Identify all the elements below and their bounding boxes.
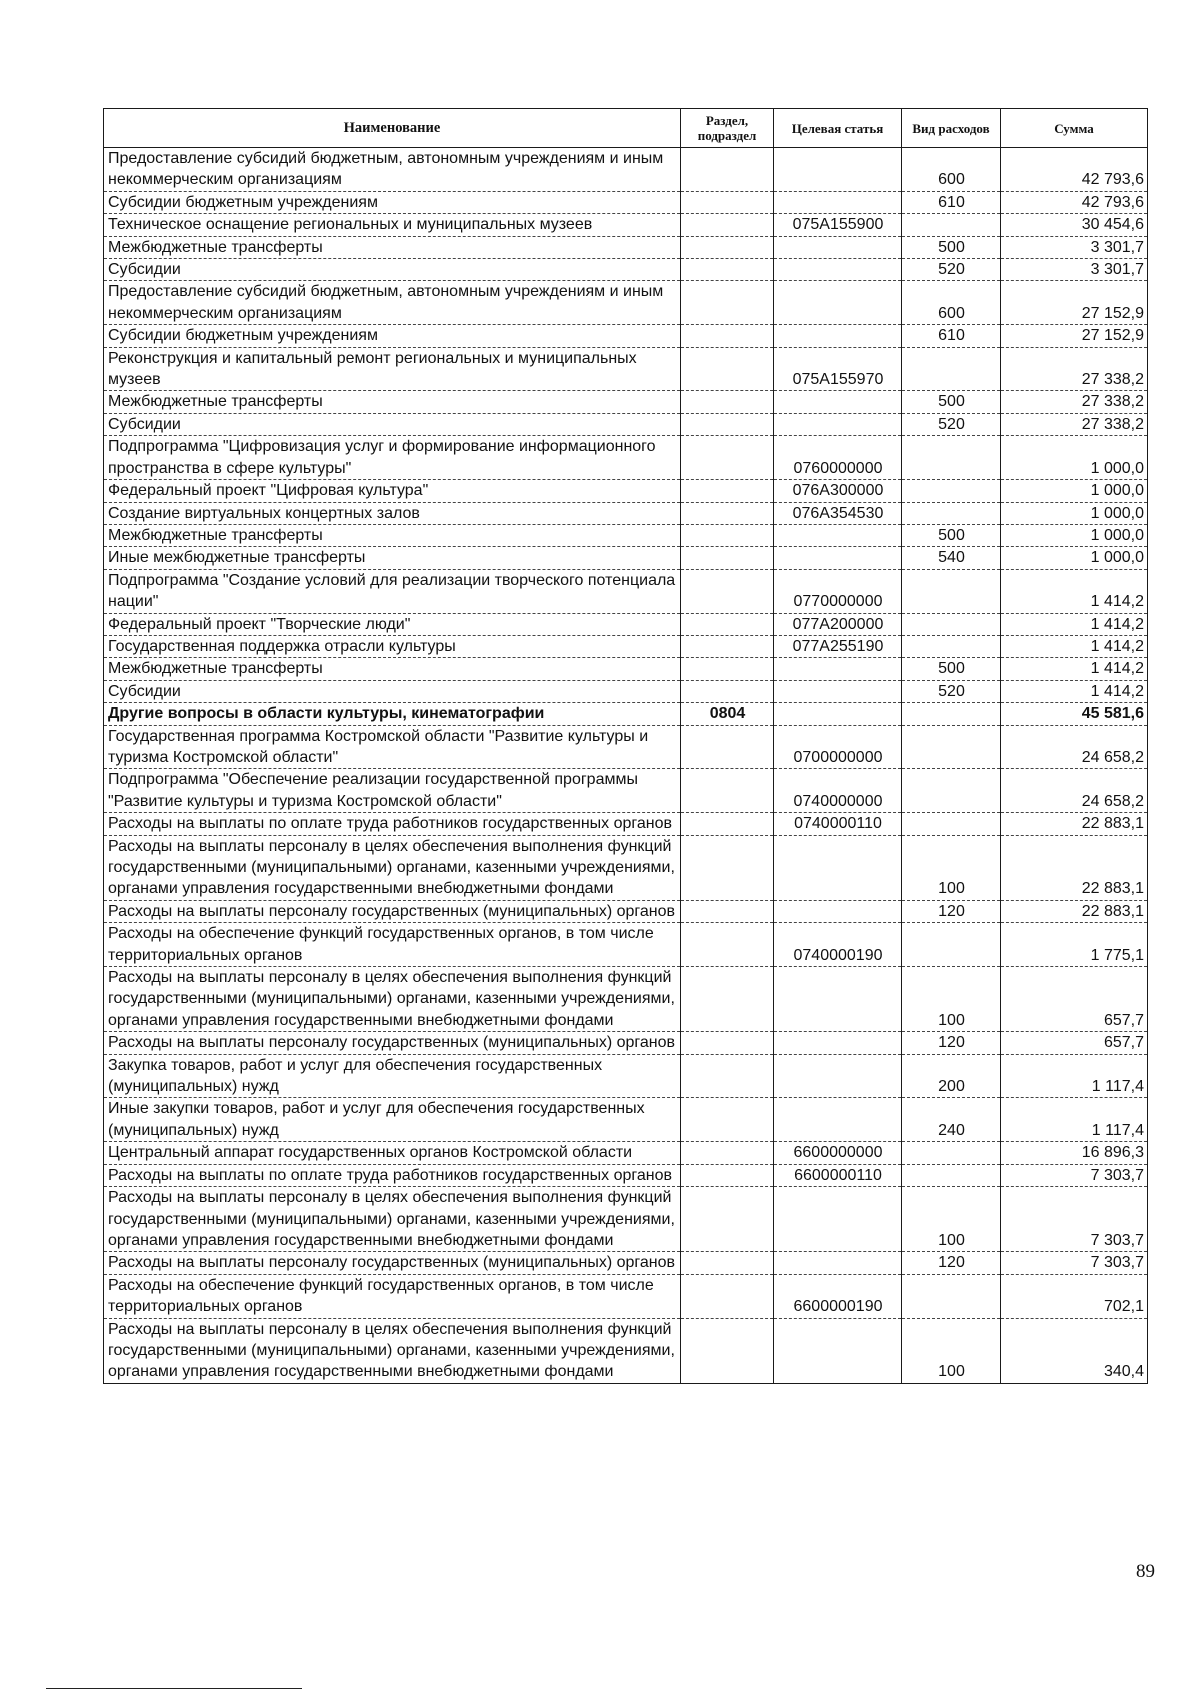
cell-kind: 120 [902, 900, 1001, 922]
cell-name: Закупка товаров, работ и услуг для обеспечения государственных (муниципальных) нужд [104, 1054, 681, 1098]
cell-target [774, 547, 902, 569]
table-row [104, 347, 1148, 391]
table-row [104, 502, 1148, 524]
cell-section [681, 524, 774, 546]
table-row [104, 835, 1148, 900]
cell-section [681, 325, 774, 347]
cell-name: Субсидии [104, 680, 681, 702]
cell-kind [902, 769, 1001, 813]
cell-sum: 1 117,4 [1001, 1054, 1148, 1098]
cell-sum: 22 883,1 [1001, 900, 1148, 922]
cell-section [681, 191, 774, 213]
cell-name: Иные межбюджетные трансферты [104, 547, 681, 569]
cell-sum: 340,4 [1001, 1318, 1148, 1383]
cell-name: Межбюджетные трансферты [104, 391, 681, 413]
table-row [104, 214, 1148, 236]
table-row [104, 813, 1148, 835]
table-row [104, 680, 1148, 702]
cell-kind [902, 347, 1001, 391]
cell-kind [902, 1274, 1001, 1318]
header-kind: Вид расходов [902, 109, 1001, 148]
cell-target: 077A200000 [774, 613, 902, 635]
cell-section [681, 1252, 774, 1274]
cell-name: Реконструкция и капитальный ремонт региональных и муниципальных музеев [104, 347, 681, 391]
cell-section [681, 236, 774, 258]
cell-sum: 1 117,4 [1001, 1098, 1148, 1142]
cell-sum: 1 000,0 [1001, 524, 1148, 546]
cell-kind: 500 [902, 236, 1001, 258]
cell-sum: 45 581,6 [1001, 703, 1148, 725]
cell-name: Субсидии бюджетным учреждениям [104, 325, 681, 347]
cell-target [774, 524, 902, 546]
cell-sum: 24 658,2 [1001, 769, 1148, 813]
cell-target [774, 835, 902, 900]
cell-sum: 1 000,0 [1001, 502, 1148, 524]
cell-kind [902, 214, 1001, 236]
cell-kind: 500 [902, 391, 1001, 413]
cell-name: Расходы на выплаты персоналу государственных (муниципальных) органов [104, 900, 681, 922]
cell-section [681, 613, 774, 635]
table-row [104, 1142, 1148, 1164]
cell-kind [902, 613, 1001, 635]
cell-sum: 27 338,2 [1001, 413, 1148, 435]
cell-name: Субсидии [104, 259, 681, 281]
cell-section [681, 347, 774, 391]
cell-target: 0700000000 [774, 725, 902, 769]
cell-sum: 1 414,2 [1001, 658, 1148, 680]
cell-kind: 600 [902, 281, 1001, 325]
cell-target: 076A354530 [774, 502, 902, 524]
cell-sum: 42 793,6 [1001, 148, 1148, 192]
cell-name: Подпрограмма "Цифровизация услуг и формирование информационного пространства в сфере культуры" [104, 436, 681, 480]
cell-sum: 27 338,2 [1001, 391, 1148, 413]
cell-target [774, 148, 902, 192]
table-row [104, 524, 1148, 546]
cell-target [774, 900, 902, 922]
cell-section [681, 923, 774, 967]
cell-name: Предоставление субсидий бюджетным, автономным учреждениям и иным некоммерческим организациям [104, 281, 681, 325]
cell-kind: 500 [902, 524, 1001, 546]
cell-section [681, 769, 774, 813]
table-row [104, 547, 1148, 569]
table-row [104, 480, 1148, 502]
table-row [104, 725, 1148, 769]
cell-name: Расходы на выплаты по оплате труда работников государственных органов [104, 1164, 681, 1186]
cell-section [681, 391, 774, 413]
cell-kind: 600 [902, 148, 1001, 192]
cell-section [681, 1187, 774, 1252]
cell-section [681, 1164, 774, 1186]
cell-target: 6600000190 [774, 1274, 902, 1318]
cell-target [774, 191, 902, 213]
cell-section [681, 725, 774, 769]
cell-sum: 7 303,7 [1001, 1252, 1148, 1274]
cell-target [774, 1252, 902, 1274]
header-name: Наименование [104, 109, 681, 148]
cell-kind [902, 703, 1001, 725]
cell-section [681, 480, 774, 502]
cell-kind: 610 [902, 325, 1001, 347]
table-row [104, 436, 1148, 480]
cell-name: Иные закупки товаров, работ и услуг для обеспечения государственных (муниципальных) нужд [104, 1098, 681, 1142]
cell-name: Создание виртуальных концертных залов [104, 502, 681, 524]
cell-name: Расходы на выплаты персоналу в целях обеспечения выполнения функций государственными (муниципальными) органами, казенными учреждениями, органами управления государственными внебюджетными фондами [104, 967, 681, 1032]
cell-section [681, 1274, 774, 1318]
table-row [104, 1164, 1148, 1186]
cell-sum: 3 301,7 [1001, 259, 1148, 281]
cell-kind [902, 725, 1001, 769]
header-target: Целевая статья [774, 109, 902, 148]
table-row [104, 148, 1148, 192]
cell-sum: 1 414,2 [1001, 569, 1148, 613]
cell-kind [902, 1142, 1001, 1164]
cell-sum: 22 883,1 [1001, 835, 1148, 900]
cell-target [774, 1318, 902, 1383]
cell-name: Другие вопросы в области культуры, кинематографии [104, 703, 681, 725]
cell-name: Расходы на выплаты по оплате труда работников государственных органов [104, 813, 681, 835]
cell-kind [902, 436, 1001, 480]
header-sum: Сумма [1001, 109, 1148, 148]
cell-sum: 1 414,2 [1001, 635, 1148, 657]
table-row [104, 1054, 1148, 1098]
cell-kind: 520 [902, 259, 1001, 281]
page-number: 89 [1136, 1561, 1155, 1582]
cell-name: Расходы на обеспечение функций государственных органов, в том числе территориальных органов [104, 1274, 681, 1318]
cell-section [681, 1142, 774, 1164]
cell-section [681, 658, 774, 680]
table-row [104, 635, 1148, 657]
cell-kind: 500 [902, 658, 1001, 680]
cell-section [681, 813, 774, 835]
cell-sum: 1 000,0 [1001, 436, 1148, 480]
cell-section: 0804 [681, 703, 774, 725]
cell-target [774, 325, 902, 347]
cell-kind [902, 813, 1001, 835]
cell-target: 075A155900 [774, 214, 902, 236]
table-row [104, 1274, 1148, 1318]
cell-name: Подпрограмма "Создание условий для реализации творческого потенциала нации" [104, 569, 681, 613]
cell-sum: 1 414,2 [1001, 613, 1148, 635]
table-header [104, 109, 1148, 148]
cell-target [774, 1098, 902, 1142]
cell-section [681, 680, 774, 702]
cell-section [681, 436, 774, 480]
table-row [104, 191, 1148, 213]
table-row [104, 923, 1148, 967]
cell-target: 076A300000 [774, 480, 902, 502]
table-row [104, 1098, 1148, 1142]
cell-target: 0760000000 [774, 436, 902, 480]
cell-section [681, 569, 774, 613]
cell-section [681, 281, 774, 325]
cell-target: 0740000110 [774, 813, 902, 835]
cell-target [774, 259, 902, 281]
cell-target [774, 281, 902, 325]
cell-name: Расходы на выплаты персоналу государственных (муниципальных) органов [104, 1032, 681, 1054]
cell-target [774, 967, 902, 1032]
cell-sum: 702,1 [1001, 1274, 1148, 1318]
cell-section [681, 1318, 774, 1383]
cell-sum: 42 793,6 [1001, 191, 1148, 213]
cell-kind: 540 [902, 547, 1001, 569]
cell-section [681, 967, 774, 1032]
cell-target: 077A255190 [774, 635, 902, 657]
table-row [104, 1187, 1148, 1252]
cell-target: 075A155970 [774, 347, 902, 391]
table-row [104, 413, 1148, 435]
table-row [104, 613, 1148, 635]
cell-section [681, 214, 774, 236]
cell-target: 0740000190 [774, 923, 902, 967]
cell-kind: 100 [902, 1187, 1001, 1252]
table-row [104, 236, 1148, 258]
cell-sum: 22 883,1 [1001, 813, 1148, 835]
cell-section [681, 413, 774, 435]
cell-target [774, 391, 902, 413]
cell-section [681, 1054, 774, 1098]
cell-kind: 200 [902, 1054, 1001, 1098]
header-section: Раздел, подраздел [681, 109, 774, 148]
table-row [104, 1032, 1148, 1054]
cell-sum: 7 303,7 [1001, 1187, 1148, 1252]
cell-kind: 120 [902, 1032, 1001, 1054]
footer-rule [46, 1688, 302, 1689]
cell-sum: 24 658,2 [1001, 725, 1148, 769]
cell-kind [902, 569, 1001, 613]
cell-sum: 1 000,0 [1001, 480, 1148, 502]
cell-sum: 27 338,2 [1001, 347, 1148, 391]
cell-target [774, 236, 902, 258]
cell-name: Межбюджетные трансферты [104, 524, 681, 546]
cell-sum: 1 775,1 [1001, 923, 1148, 967]
cell-sum: 657,7 [1001, 1032, 1148, 1054]
table-row [104, 769, 1148, 813]
cell-sum: 3 301,7 [1001, 236, 1148, 258]
cell-name: Субсидии [104, 413, 681, 435]
budget-table [103, 108, 1148, 1384]
table-row [104, 1318, 1148, 1383]
cell-kind: 120 [902, 1252, 1001, 1274]
table-row [104, 391, 1148, 413]
cell-target: 6600000000 [774, 1142, 902, 1164]
cell-name: Федеральный проект "Творческие люди" [104, 613, 681, 635]
cell-name: Расходы на выплаты персоналу государственных (муниципальных) органов [104, 1252, 681, 1274]
cell-sum: 1 000,0 [1001, 547, 1148, 569]
cell-kind: 100 [902, 967, 1001, 1032]
cell-kind: 610 [902, 191, 1001, 213]
cell-name: Центральный аппарат государственных органов Костромской области [104, 1142, 681, 1164]
cell-kind [902, 923, 1001, 967]
table-row [104, 658, 1148, 680]
table-row [104, 967, 1148, 1032]
cell-name: Предоставление субсидий бюджетным, автономным учреждениям и иным некоммерческим организациям [104, 148, 681, 192]
table-row [104, 281, 1148, 325]
cell-kind: 520 [902, 680, 1001, 702]
cell-name: Техническое оснащение региональных и муниципальных музеев [104, 214, 681, 236]
cell-kind [902, 635, 1001, 657]
cell-name: Федеральный проект "Цифровая культура" [104, 480, 681, 502]
cell-kind: 520 [902, 413, 1001, 435]
table-body [104, 148, 1148, 1384]
cell-target: 0770000000 [774, 569, 902, 613]
cell-name: Субсидии бюджетным учреждениям [104, 191, 681, 213]
cell-target [774, 413, 902, 435]
cell-target [774, 1187, 902, 1252]
cell-name: Расходы на выплаты персоналу в целях обеспечения выполнения функций государственными (муниципальными) органами, казенными учреждениями, органами управления государственными внебюджетными фондами [104, 1187, 681, 1252]
cell-target [774, 658, 902, 680]
cell-name: Расходы на выплаты персоналу в целях обеспечения выполнения функций государственными (муниципальными) органами, казенными учреждениями, органами управления государственными внебюджетными фондами [104, 835, 681, 900]
cell-section [681, 148, 774, 192]
table-row [104, 703, 1148, 725]
cell-kind: 240 [902, 1098, 1001, 1142]
cell-section [681, 1032, 774, 1054]
table-row [104, 1252, 1148, 1274]
cell-kind: 100 [902, 1318, 1001, 1383]
cell-name: Межбюджетные трансферты [104, 658, 681, 680]
cell-sum: 7 303,7 [1001, 1164, 1148, 1186]
cell-section [681, 1098, 774, 1142]
cell-name: Расходы на обеспечение функций государственных органов, в том числе территориальных органов [104, 923, 681, 967]
table-row [104, 259, 1148, 281]
cell-section [681, 259, 774, 281]
cell-kind [902, 1164, 1001, 1186]
cell-target: 6600000110 [774, 1164, 902, 1186]
cell-name: Государственная программа Костромской области "Развитие культуры и туризма Костромской области" [104, 725, 681, 769]
cell-section [681, 635, 774, 657]
table-row [104, 325, 1148, 347]
cell-target [774, 1032, 902, 1054]
cell-target [774, 1054, 902, 1098]
cell-section [681, 835, 774, 900]
cell-kind [902, 480, 1001, 502]
cell-sum: 30 454,6 [1001, 214, 1148, 236]
cell-section [681, 900, 774, 922]
cell-target: 0740000000 [774, 769, 902, 813]
cell-target [774, 703, 902, 725]
cell-target [774, 680, 902, 702]
cell-kind: 100 [902, 835, 1001, 900]
table-row [104, 900, 1148, 922]
cell-name: Государственная поддержка отрасли культуры [104, 635, 681, 657]
cell-sum: 27 152,9 [1001, 325, 1148, 347]
cell-name: Расходы на выплаты персоналу в целях обеспечения выполнения функций государственными (муниципальными) органами, казенными учреждениями, органами управления государственными внебюджетными фондами [104, 1318, 681, 1383]
cell-name: Межбюджетные трансферты [104, 236, 681, 258]
cell-name: Подпрограмма "Обеспечение реализации государственной программы "Развитие культуры и туризма Костромской области" [104, 769, 681, 813]
cell-section [681, 502, 774, 524]
cell-sum: 1 414,2 [1001, 680, 1148, 702]
cell-kind [902, 502, 1001, 524]
cell-section [681, 547, 774, 569]
cell-sum: 16 896,3 [1001, 1142, 1148, 1164]
cell-sum: 27 152,9 [1001, 281, 1148, 325]
cell-sum: 657,7 [1001, 967, 1148, 1032]
table-row [104, 569, 1148, 613]
